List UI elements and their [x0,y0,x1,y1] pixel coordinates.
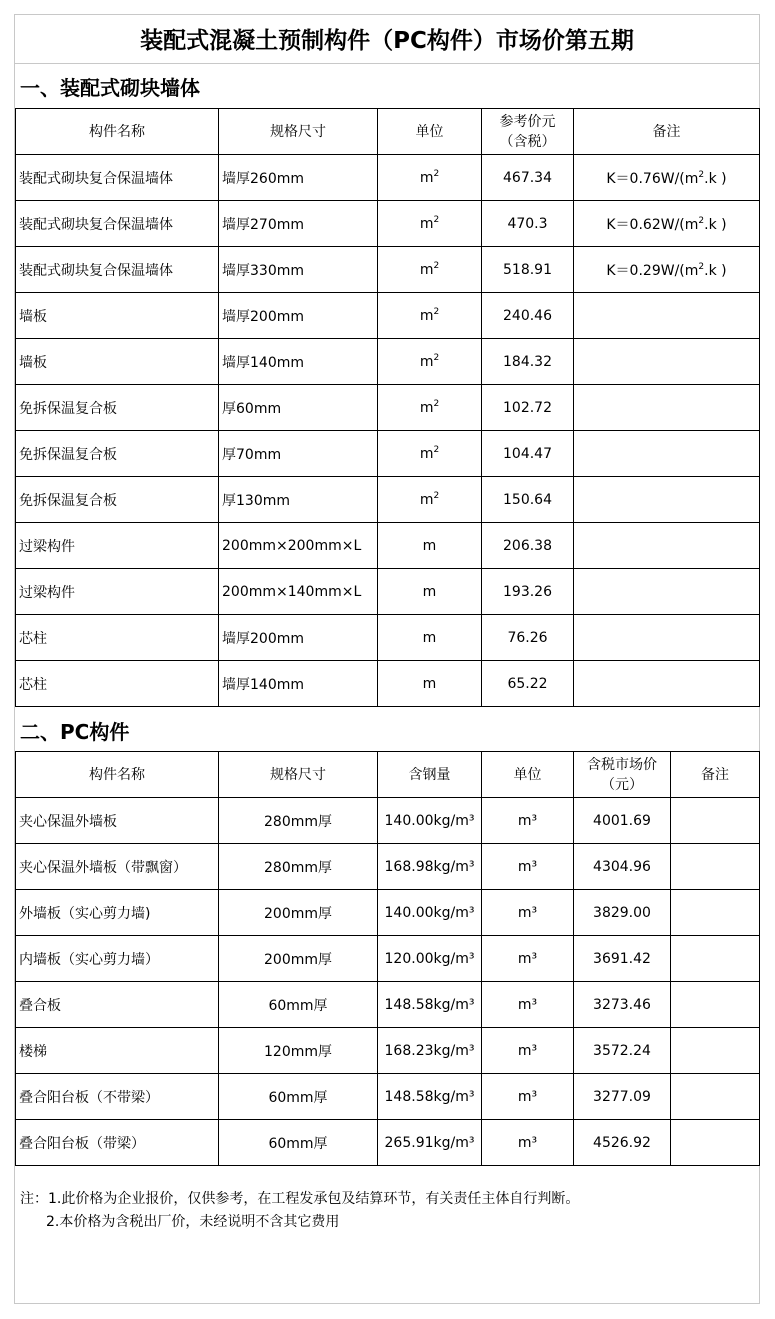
steel-content: 140.00kg/m³ [378,890,482,936]
remark [671,798,760,844]
unit-cell [378,569,482,615]
component-name: 芯柱 [16,661,219,707]
unit-cell [378,615,482,661]
header-name: 构件名称 [16,109,219,155]
steel-content: 168.23kg/m³ [378,1028,482,1074]
steel-content: 140.00kg/m³ [378,798,482,844]
component-name: 外墙板（实心剪力墙) [16,890,219,936]
table-row [16,1028,760,1074]
remark-cell [574,431,760,477]
reference-price: 184.32 [482,339,574,385]
reference-price: 76.26 [482,615,574,661]
unit-cell [378,431,482,477]
component-name: 芯柱 [16,615,219,661]
unit-cell [378,385,482,431]
reference-price: 104.47 [482,431,574,477]
reference-price: 150.64 [482,477,574,523]
component-name: 内墙板（实心剪力墙） [16,936,219,982]
unit: m³ [482,844,574,890]
unit-superscript: 2 [433,306,440,317]
component-name: 叠合阳台板（不带梁） [16,1074,219,1120]
spec-size: 墙厚140mm [219,339,378,385]
remark-cell [574,477,760,523]
unit-superscript: 2 [433,352,440,363]
unit-cell [378,247,482,293]
remark-superscript: 2 [698,169,705,180]
remark: K＝0.62W/(m [606,216,699,233]
spec-size: 60mm厚 [219,1120,378,1166]
unit-cell [378,661,482,707]
remark-cell [574,523,760,569]
remark [671,936,760,982]
footnotes [20,1188,579,1234]
remark-cell [574,385,760,431]
unit: m [422,537,437,554]
table-row [16,1120,760,1166]
steel-content: 120.00kg/m³ [378,936,482,982]
header-price-line2: （含税） [499,133,556,150]
spec-size: 墙厚200mm [219,615,378,661]
steel-content: 265.91kg/m³ [378,1120,482,1166]
table-row [16,890,760,936]
table-row [16,293,760,339]
remark-tail: .k ) [704,262,727,279]
header-note: 备注 [574,109,760,155]
market-price: 4001.69 [574,798,671,844]
component-name: 免拆保温复合板 [16,385,219,431]
table-row [16,982,760,1028]
reference-price: 206.38 [482,523,574,569]
spec-size: 200mm×200mm×L [219,523,378,569]
spec-size: 200mm厚 [219,890,378,936]
block-wall-price-table [15,108,760,707]
section-heading-block-walls: 一、装配式砌块墙体 [20,76,200,100]
unit: m [422,583,437,600]
table-row [16,661,760,707]
component-name: 夹心保温外墙板 [16,798,219,844]
unit-cell [378,201,482,247]
spec-size: 墙厚200mm [219,293,378,339]
table-row [16,477,760,523]
unit: m³ [482,936,574,982]
header-name: 构件名称 [16,752,219,798]
page-title: 装配式混凝土预制构件（PC构件）市场价第五期 [14,14,760,64]
market-price: 4526.92 [574,1120,671,1166]
remark [671,1028,760,1074]
remark-cell [574,293,760,339]
remark-tail: .k ) [704,216,727,233]
reference-price: 193.26 [482,569,574,615]
remark-cell [574,339,760,385]
header-price-line1: 参考价元 [499,113,556,130]
unit: m³ [482,798,574,844]
spec-size: 墙厚270mm [219,201,378,247]
spec-size: 厚70mm [219,431,378,477]
component-name: 楼梯 [16,1028,219,1074]
remark: K＝0.29W/(m [606,262,699,279]
table-row [16,155,760,201]
unit-superscript: 2 [433,260,440,271]
unit: m [419,445,434,462]
component-name: 装配式砌块复合保温墙体 [16,247,219,293]
spec-size: 200mm×140mm×L [219,569,378,615]
header-price-line1: 含税市场价 [587,756,657,773]
unit-superscript: 2 [433,398,440,409]
unit: m [422,629,437,646]
unit: m [422,675,437,692]
header-spec: 规格尺寸 [219,109,378,155]
unit-cell [378,523,482,569]
steel-content: 148.58kg/m³ [378,982,482,1028]
market-price: 3273.46 [574,982,671,1028]
reference-price: 470.3 [482,201,574,247]
footnote-2: 2.本价格为含税出厂价，未经说明不含其它费用 [46,1214,340,1230]
component-name: 夹心保温外墙板（带飘窗） [16,844,219,890]
reference-price: 240.46 [482,293,574,339]
component-name: 过梁构件 [16,523,219,569]
unit: m³ [482,1120,574,1166]
spec-size: 280mm厚 [219,798,378,844]
unit-superscript: 2 [433,214,440,225]
header-spec: 规格尺寸 [219,752,378,798]
remark: K＝0.76W/(m [606,170,699,187]
remark [671,890,760,936]
spec-size: 200mm厚 [219,936,378,982]
unit: m³ [482,1074,574,1120]
unit-cell [378,155,482,201]
table-row [16,201,760,247]
remark-superscript: 2 [698,261,705,272]
unit: m [419,307,434,324]
market-price: 4304.96 [574,844,671,890]
unit: m [419,491,434,508]
table-row [16,339,760,385]
remark [671,982,760,1028]
steel-content: 168.98kg/m³ [378,844,482,890]
spec-size: 120mm厚 [219,1028,378,1074]
spec-size: 厚130mm [219,477,378,523]
market-price: 3572.24 [574,1028,671,1074]
reference-price: 467.34 [482,155,574,201]
reference-price: 102.72 [482,385,574,431]
footnote-1: 注：1.此价格为企业报价，仅供参考，在工程发承包及结算环节，有关责任主体自行判断。 [20,1191,580,1207]
table-row [16,844,760,890]
table-row [16,936,760,982]
component-name: 免拆保温复合板 [16,477,219,523]
header-note: 备注 [671,752,760,798]
remark-cell [574,661,760,707]
unit-cell [378,293,482,339]
spec-size: 厚60mm [219,385,378,431]
steel-content: 148.58kg/m³ [378,1074,482,1120]
remark [671,1120,760,1166]
table-row [16,523,760,569]
component-name: 叠合板 [16,982,219,1028]
header-price-line2: （元） [601,776,643,793]
header-price [482,109,574,155]
table-row [16,615,760,661]
remark-superscript: 2 [698,215,705,226]
spec-size: 墙厚260mm [219,155,378,201]
table-row [16,247,760,293]
spec-size: 墙厚140mm [219,661,378,707]
spec-size: 60mm厚 [219,1074,378,1120]
remark-cell [574,155,760,201]
component-name: 墙板 [16,293,219,339]
remark-cell [574,201,760,247]
reference-price: 65.22 [482,661,574,707]
unit: m [419,353,434,370]
remark-cell [574,569,760,615]
unit: m [419,399,434,416]
unit: m [419,169,434,186]
unit: m³ [482,982,574,1028]
component-name: 装配式砌块复合保温墙体 [16,155,219,201]
table-row [16,431,760,477]
table-row [16,1074,760,1120]
component-name: 叠合阳台板（带梁） [16,1120,219,1166]
table-header-row [16,752,760,798]
reference-price: 518.91 [482,247,574,293]
unit-superscript: 2 [433,490,440,501]
component-name: 墙板 [16,339,219,385]
component-name: 免拆保温复合板 [16,431,219,477]
spec-size: 60mm厚 [219,982,378,1028]
pc-component-price-table [15,751,760,1166]
market-price: 3277.09 [574,1074,671,1120]
remark-cell [574,247,760,293]
spec-size: 280mm厚 [219,844,378,890]
spec-size: 墙厚330mm [219,247,378,293]
unit-superscript: 2 [433,444,440,455]
remark-cell [574,615,760,661]
header-price [574,752,671,798]
unit: m³ [482,1028,574,1074]
unit-superscript: 2 [433,168,440,179]
header-steel: 含钢量 [378,752,482,798]
remark [671,844,760,890]
header-unit: 单位 [482,752,574,798]
remark-tail: .k ) [704,170,727,187]
component-name: 装配式砌块复合保温墙体 [16,201,219,247]
header-unit: 单位 [378,109,482,155]
unit-cell [378,477,482,523]
market-price: 3829.00 [574,890,671,936]
unit: m³ [482,890,574,936]
unit-cell [378,339,482,385]
market-price: 3691.42 [574,936,671,982]
table-row [16,385,760,431]
table-header-row [16,109,760,155]
section-heading-pc: 二、PC构件 [20,720,130,744]
remark [671,1074,760,1120]
component-name: 过梁构件 [16,569,219,615]
unit: m [419,261,434,278]
table-row [16,569,760,615]
table-row [16,798,760,844]
unit: m [419,215,434,232]
